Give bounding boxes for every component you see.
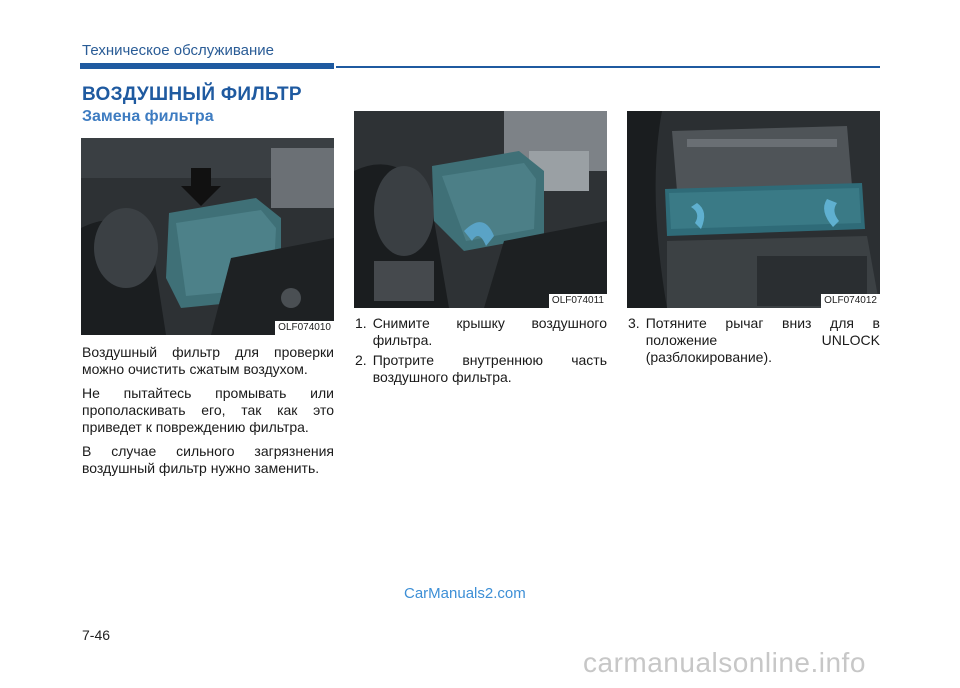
filter-unlock-levers-photo (627, 111, 880, 308)
header-rule-thick (80, 63, 334, 69)
figure-code: OLF074012 (821, 294, 880, 308)
step-item (355, 315, 607, 349)
figure-3 (627, 111, 880, 308)
intro-text (82, 344, 334, 484)
paragraph: Не пытайтесь промывать или прополаскивать его, так как это приведет к повреждению фильтра. (82, 385, 334, 435)
page-number: 7-46 (82, 627, 111, 643)
step-number: 1. (355, 315, 367, 331)
figure-1 (81, 138, 334, 335)
step-text: Протрите внутреннюю часть воздушного фильтра. (372, 352, 607, 385)
step-item (355, 352, 607, 386)
step-item (628, 315, 880, 366)
paragraph: Воздушный фильтр для проверки можно очистить сжатым воздухом. (82, 344, 334, 377)
filter-cover-lever-photo (354, 111, 607, 308)
step-number: 3. (628, 315, 640, 331)
step-text: Снимите крышку воздушного фильтра. (372, 315, 607, 348)
figure-code: OLF074010 (275, 321, 334, 335)
engine-bay-arrow-photo (81, 138, 334, 335)
figure-2 (354, 111, 607, 308)
paragraph: В случае сильного загрязнения воздушный фильтр нужно заменить. (82, 443, 334, 476)
step-number: 2. (355, 352, 367, 368)
watermark-link[interactable]: CarManuals2.com (404, 585, 526, 602)
section-header: Техническое обслуживание (82, 42, 274, 59)
steps-column-3 (628, 315, 880, 369)
site-watermark: carmanualsonline.info (583, 647, 866, 678)
section-subtitle: Замена фильтра (82, 108, 214, 125)
figure-code: OLF074011 (549, 294, 607, 308)
step-text: Потяните рычаг вниз для в положение UNLOCK (разблокирование). (645, 315, 880, 365)
steps-column-2 (355, 315, 607, 389)
header-rule-thin (336, 66, 880, 68)
page-title: ВОЗДУШНЫЙ ФИЛЬТР (82, 84, 302, 105)
